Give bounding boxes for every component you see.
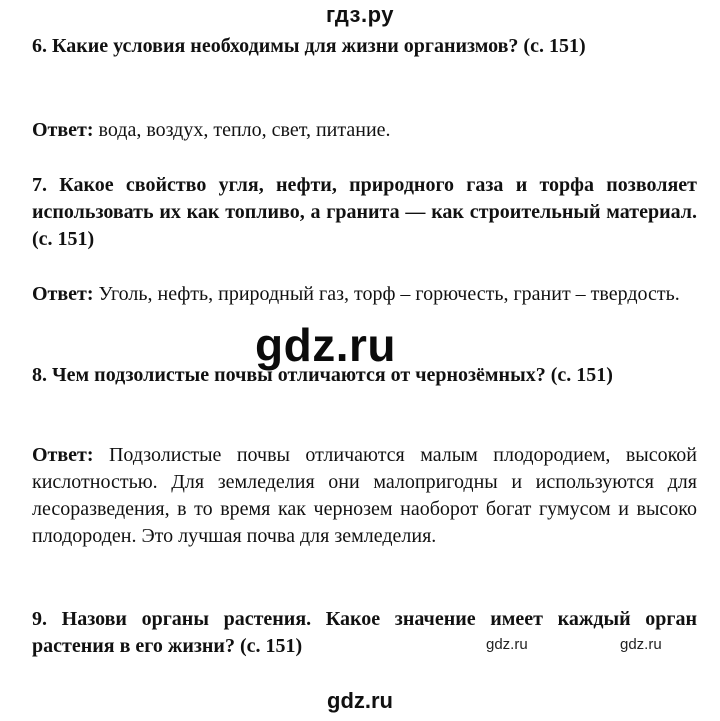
site-header: гдз.ру (326, 2, 394, 27)
answer-7 (32, 281, 697, 308)
question-8: 8. Чем подзолистые почвы отличаются от чернозёмных? (с. 151) (32, 364, 613, 386)
answer-label: Ответ: (32, 444, 94, 466)
watermark-small-left: gdz.ru (486, 636, 528, 653)
answer-6 (32, 117, 697, 144)
answer-text: вода, воздух, тепло, свет, питание. (93, 119, 391, 141)
question-7: 7. Какое свойство угля, нефти, природного газа и торфа позволяет использовать их как топливо, а гранита — как строительный материал. (с. 151) (32, 174, 697, 250)
watermark-center: gdz.ru (255, 319, 396, 371)
question-6: 6. Какие условия необходимы для жизни организмов? (с. 151) (32, 35, 586, 57)
answer-label: Ответ: (32, 119, 94, 141)
watermark-small-right: gdz.ru (620, 636, 662, 653)
answer-text: Уголь, нефть, природный газ, торф – горючесть, гранит – твердость. (93, 283, 680, 305)
answer-8 (32, 442, 697, 550)
answer-text: Подзолистые почвы отличаются малым плодородием, высокой кислотностью. Для земледелия они малопригодны и используются для лесоразведения, в то время как чернозем наоборот богат гумусом и высоко плодороден. Это лучшая почва для земледелия. (32, 444, 697, 547)
site-footer: gdz.ru (327, 688, 393, 713)
question-9: 9. Назови органы растения. Какое значение имеет каждый орган растения в его жизни? (с. 151) (32, 608, 697, 657)
answer-label: Ответ: (32, 283, 94, 305)
